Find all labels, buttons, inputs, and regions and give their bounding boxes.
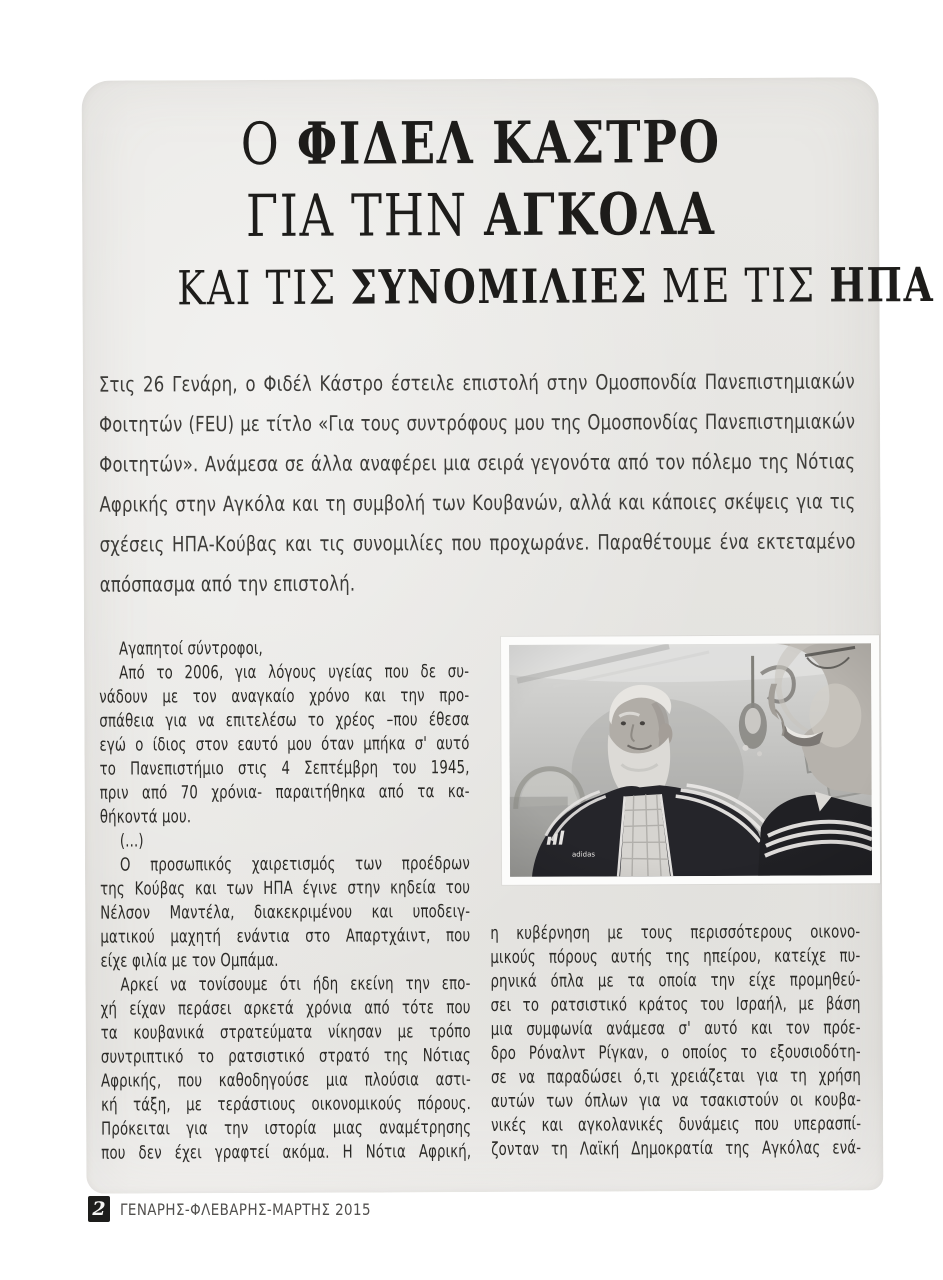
intro-line: Φοιτητών». Ανάμεσα σε άλλα αναφέρει μια σειρά γεγονότα από τον πόλεμο της Νότιας: [99, 449, 856, 477]
title-segment: Ο: [240, 109, 297, 179]
body-line: δρο Ρόναλντ Ρίγκαν, ο οποίος το εξουσιοδότη-: [490, 1041, 861, 1064]
title-segment: ΗΠΑ: [829, 258, 935, 314]
body-line: που δεν έχει γραφτεί ακόμα. Η Νότια Αφρική,: [101, 1141, 472, 1164]
article-photo: [501, 635, 880, 885]
body-line: ζονταν τη Λαϊκή Δημοκρατία της Αγκόλας ενά-: [491, 1137, 862, 1160]
title-line: [82, 253, 935, 322]
body-line: εγώ ο ίδιος στον εαυτό μου όταν μπήκα σ' αυτό: [99, 733, 470, 756]
title-segment: ΑΓΚΟΛΑ: [484, 179, 716, 249]
issue-label: ΓΕΝΑΡΗΣ-ΦΛΕΒΑΡΗΣ-ΜΑΡΤΗΣ 2015: [120, 1199, 371, 1219]
body-line: είχε φιλία με τον Ομπάμα.: [100, 949, 279, 972]
body-line: σε να παραδώσει ό,τι χρειάζεται για τη χρήση: [490, 1065, 861, 1088]
title-line-text: [177, 253, 935, 322]
photo-illustration: [509, 643, 872, 877]
page-number: 2: [92, 1198, 106, 1220]
body-line: Πρόκειται για την ιστορία μιας αναμέτρησης: [101, 1117, 472, 1140]
body-line: κή τάξη, με τεράστιους οικονομικούς πόρους.: [100, 1093, 472, 1116]
scan-paper: [82, 77, 935, 1193]
title-line: [82, 177, 879, 252]
body-line: νικές και αγκολανικές δυνάμεις που υπερασπί-: [491, 1113, 862, 1136]
body-line: της Κούβας και των ΗΠΑ έγινε στην κηδεία του: [100, 877, 471, 900]
intro-line: Αφρικής στην Αγκόλα και τη συμβολή των Κουβανών, αλλά και κάποιες σκέψεις για τις: [99, 489, 856, 517]
title-line-text: [246, 178, 716, 252]
body-line: πριν από 70 χρόνια- παραιτήθηκα από τα κα-: [99, 781, 470, 804]
body-line: νάδουν με τον αναγκαίο χρόνο και την προ-: [99, 685, 470, 708]
title-segment: ΓΙΑ ΤΗΝ: [245, 180, 485, 251]
intro-line: απόσπασμα από την επιστολή.: [99, 571, 356, 597]
body-line: (...): [119, 830, 144, 852]
title-segment: ΦΙΔΕΛ ΚΑΣΤΡΟ: [296, 107, 721, 178]
intro-line: Φοιτητών (FEU) με τίτλο «Για τους συντρόφους μου της Ομοσπονδίας Πανεπιστημιακών: [99, 409, 856, 437]
title-line: [82, 105, 879, 180]
intro-line: σχέσεις ΗΠΑ-Κούβας και τις συνομιλίες που προχωράνε. Παραθέτουμε ένα εκτεταμένο: [99, 529, 856, 557]
body-line: θήκοντά μου.: [99, 806, 192, 828]
column-right: [490, 920, 863, 1162]
body-line: τα κουβανικά στρατεύματα νίκησαν με τρόπο: [100, 1021, 471, 1044]
body-line: Αρκεί να τονίσουμε ότι ήδη εκείνη την επο-: [120, 973, 471, 996]
body-line: αυτών των όπλων για να τσακιστούν οι κουβα-: [490, 1089, 862, 1112]
photo-vignette: [509, 643, 872, 877]
page-number-badge: [88, 1196, 110, 1222]
body-line: χή είχαν περάσει αρκετά χρόνια από τότε που: [100, 997, 471, 1020]
column-left: [99, 636, 471, 1166]
title-line-text: [240, 106, 720, 180]
body-line: ματικού μαχητή ενάντια στο Απαρτχάιντ, που: [100, 925, 471, 948]
body-line: Από το 2006, για λόγους υγείας που δε συ-: [119, 661, 470, 684]
body-line: ρηνικά όπλα με τα οποία την είχε προμηθεύ-: [490, 969, 861, 992]
page-footer: [88, 1196, 419, 1222]
body-line: μια συμφωνία ανάμεσα σ' αυτό και τον πρόε-: [490, 1017, 861, 1040]
body-line: Αφρικής, που καθοδηγούσε μια πλούσια αστι-: [100, 1069, 471, 1092]
body-line: Αγαπητοί σύντροφοι,: [118, 637, 263, 660]
body-line: Νέλσον Μαντέλα, διακεκριμένου και υποδειγ-: [100, 901, 471, 924]
intro-line: Στις 26 Γενάρη, ο Φιδέλ Κάστρο έστειλε επιστολή στην Ομοσπονδία Πανεπιστημιακών: [98, 369, 855, 397]
intro-paragraph: [99, 361, 856, 604]
title-segment: ΜΕ ΤΙΣ: [648, 258, 830, 315]
article-title: [82, 105, 935, 322]
title-segment: ΣΥΝΟΜΙΛΙΕΣ: [350, 259, 649, 316]
body-line: σπάθεια για να επιτελέσω το χρέος –που έθεσα: [99, 709, 470, 732]
body-line: σει το ρατσιστικό κράτος του Ισραήλ, με βάση: [490, 993, 861, 1016]
body-line: η κυβέρνηση με τους περισσότερους οικονο-: [490, 921, 861, 944]
body-line: Ο προσωπικός χαιρετισμός των προέδρων: [119, 853, 471, 876]
title-segment: ΚΑΙ ΤΙΣ: [177, 260, 351, 317]
body-line: το Πανεπιστήμιο στις 4 Σεπτέμβρη του 1945,: [99, 757, 470, 780]
body-line: μικούς πόρους αυτής της ηπείρου, κατείχε πυ-: [490, 945, 861, 968]
body-line: συντριπτικό το ρατσιστικό στρατό της Νότιας: [100, 1045, 471, 1068]
